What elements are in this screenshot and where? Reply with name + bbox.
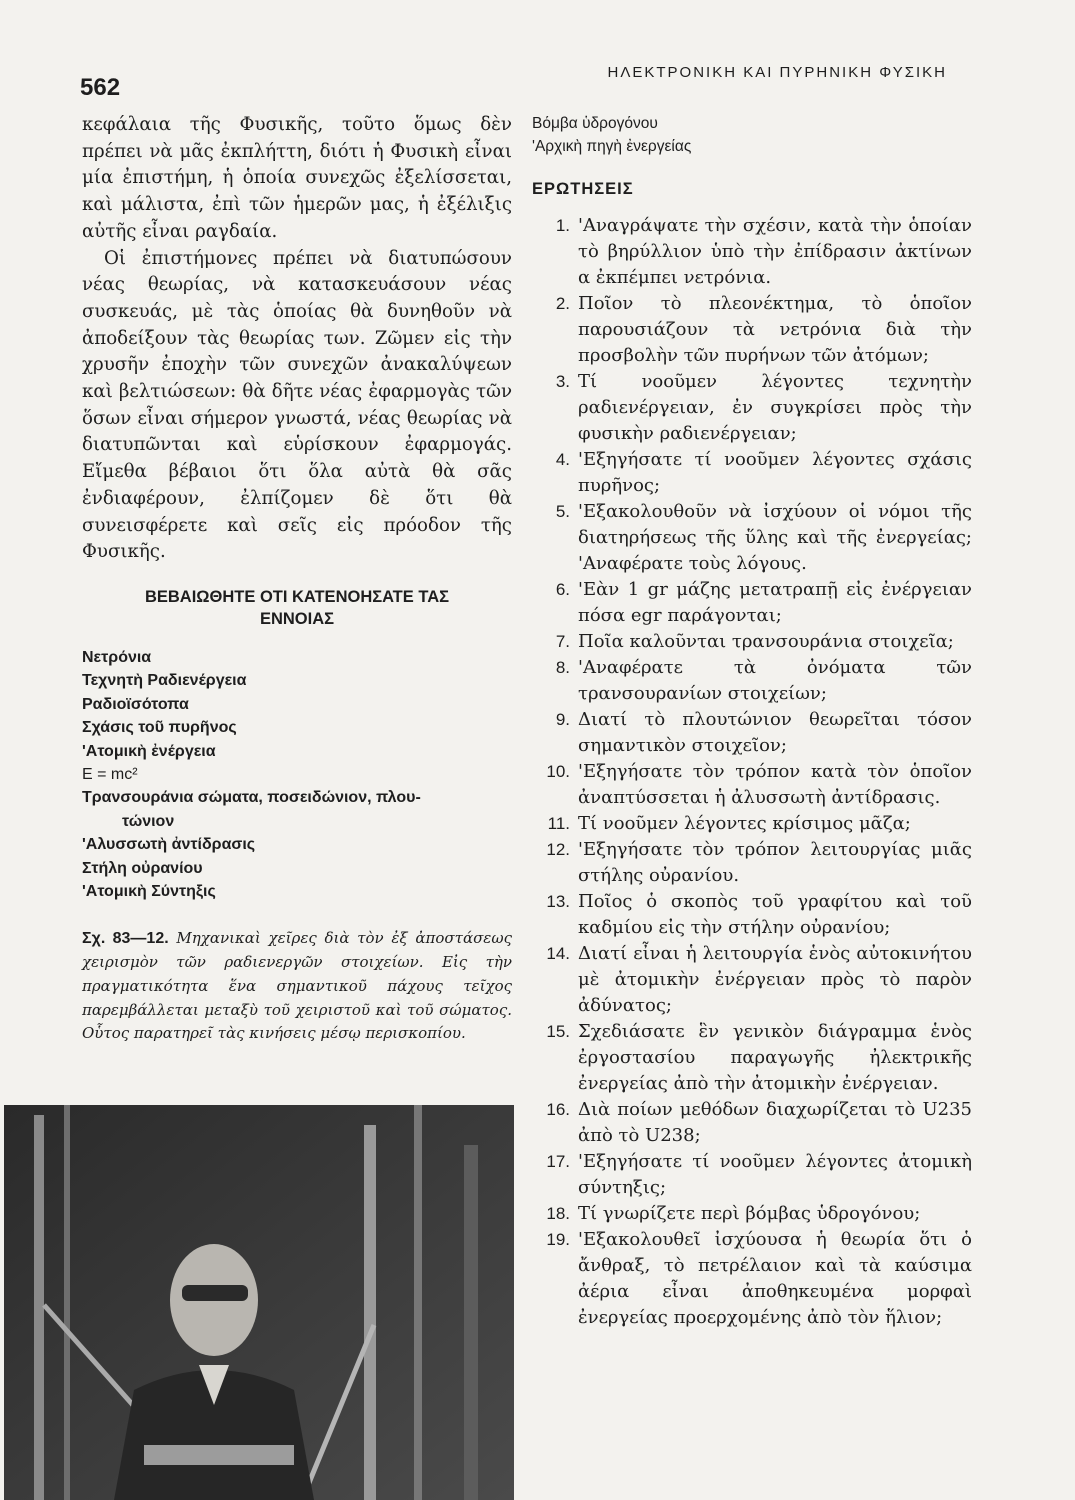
question-item xyxy=(532,889,972,941)
question-number: 15. xyxy=(546,1022,570,1041)
concept-item: 'Ατομικὴ Σύντηξις xyxy=(82,883,216,901)
paragraph-2: Οἱ ἐπιστήμονες πρέπει νὰ διατυπώσουν νέας θεωρίας, νὰ κατασκευάσουν νέας συσκευάς, μὲ τὰς ὁποίας θὰ δυνηθοῦν νὰ ἀποδείξουν τὰς θεωρίας των. Ζῶμεν εἰς τὴν χρυσῆν ἐποχὴν τῶν συνεχῶν ἀνακαλύψεων καὶ βελτιώσεων: θὰ δῆτε νέας ἐφαρμογὰς τῶν ὅσων εἶναι σήμερον γνωστά, νέας θεωρίας νὰ διατυπῶνται καὶ εὑρίσκουν ἐφαρμογάς. Εἴμεθα βέβαιοι ὅτι ὅλα αὐτὰ θὰ σᾶς ἐνδιαφέρουν, ἐλπίζομεν δὲ ὅτι θὰ συνεισφέρετε καὶ σεῖς εἰς πρόοδον τῆς Φυσικῆς. xyxy=(82,247,512,563)
paragraph-1: κεφάλαια τῆς Φυσικῆς, τοῦτο ὅμως δὲν πρέπει νὰ μᾶς ἐκπλήττη, διότι ἡ Φυσικὴ εἶναι μία ἐπιστήμη, ἡ ὁποία συνεχῶς ἐξελίσσεται, καὶ μάλιστα, ἐπὶ τῶν ἡμερῶν μας, ἡ ἐξέλιξις αὐτῆς εἶναι ραγδαία. xyxy=(82,114,512,242)
question-text: Διατί εἶναι ἡ λειτουργία ἑνὸς αὐτοκινήτου μὲ ἀτομικὴν ἐνέργειαν πρὸς τὸ παρὸν ἀδύνατος; xyxy=(578,943,972,1016)
question-text: Ποῖον τὸ πλεονέκτημα, τὸ ὁποῖον παρουσιάζουν τὰ νετρόνια διὰ τὴν προσβολὴν τῶν πυρήνων τῶν ἀτόμων; xyxy=(578,293,972,366)
topic-hydrogen-bomb: Βόμβα ὑδρογόνου xyxy=(532,115,658,132)
question-number: 8. xyxy=(555,658,570,677)
question-text: Διατί τὸ πλουτώνιον θεωρεῖται τόσον σημαντικὸν στοιχεῖον; xyxy=(578,709,972,756)
question-text: 'Αναφέρατε τὰ ὀνόματα τῶν τρανσουρανίων στοιχείων; xyxy=(578,657,972,704)
question-number: 16. xyxy=(546,1100,570,1119)
question-item xyxy=(532,1149,972,1201)
question-text: Ποῖα καλοῦνται τρανσουράνια στοιχεῖα; xyxy=(578,631,954,652)
question-item xyxy=(532,759,972,811)
question-text: Σχεδιάσατε ἓν γενικὸν διάγραμμα ἑνὸς ἐργοστασίου παραγωγῆς ἠλεκτρικῆς ἐνεργείας ἀπὸ τὴν ἀτομικὴν ἐνέργειαν. xyxy=(578,1021,972,1094)
question-number: 7. xyxy=(555,632,570,651)
question-number: 14. xyxy=(546,944,570,963)
question-text: Τί νοοῦμεν λέγοντες κρίσιμος μᾶζα; xyxy=(578,813,911,834)
question-text: 'Εὰν 1 gr μάζης μετατραπῇ εἰς ἐνέργειαν πόσα egr παράγονται; xyxy=(578,579,972,626)
concept-item: Νετρόνια xyxy=(82,648,152,666)
question-number: 10. xyxy=(546,762,570,781)
page-number: 562 xyxy=(80,74,121,101)
figure-label: Σχ. 83—12. xyxy=(82,930,169,948)
left-column xyxy=(82,112,512,1046)
concept-item: 'Ατομικὴ ἐνέργεια xyxy=(82,742,216,760)
concept-item: Σχάσις τοῦ πυρῆνος xyxy=(82,719,237,737)
question-number: 18. xyxy=(546,1204,570,1223)
question-item xyxy=(532,577,972,629)
question-item xyxy=(532,629,972,655)
question-number: 13. xyxy=(546,892,570,911)
question-text: 'Εξηγήσατε τί νοοῦμεν λέγοντες ἀτομικὴ σύντηξις; xyxy=(578,1151,972,1198)
question-number: 6. xyxy=(555,580,570,599)
question-item xyxy=(532,655,972,707)
concepts-heading-line-1: ΒΕΒΑΙΩΘΗΤΕ ΟΤΙ ΚΑΤΕΝΟΗΣΑΤΕ ΤΑΣ xyxy=(144,587,450,606)
question-item xyxy=(532,1201,972,1227)
question-item xyxy=(532,369,972,447)
question-text: 'Εξακολουθοῦν νὰ ἰσχύουν οἱ νόμοι τῆς διατηρήσεως τῆς ὕλης καὶ τῆς ἐνεργείας; 'Αναφέρατε τοὺς λόγους. xyxy=(578,501,972,574)
figure-photo xyxy=(4,1105,514,1500)
figure-caption-text: Μηχανικαὶ χεῖρες διὰ τὸν ἐξ ἀποστάσεως χειρισμὸν τῶν ραδιενεργῶν στοιχείων. Εἰς τὴν πραγματικότητα ἕνα σημαντικοῦ πάχους τεῖχος παρεμβάλλεται μεταξὺ τοῦ χειριστοῦ καὶ τοῦ σώματος. Οὗτος παρατηρεῖ τὰς κινήσεις μέσῳ περισκοπίου. xyxy=(82,929,512,1043)
question-text: Τί νοοῦμεν λέγοντες τεχνητὴν ραδιενέργειαν, ἐν συγκρίσει πρὸς τὴν φυσικὴν ραδιενέργειαν; xyxy=(578,371,972,444)
concept-item: Τεχνητὴ Ραδιενέργεια xyxy=(82,672,247,690)
question-item xyxy=(532,1097,972,1149)
question-item xyxy=(532,837,972,889)
question-number: 5. xyxy=(555,502,570,521)
question-number: 2. xyxy=(555,294,570,313)
questions-heading: ΕΡΩΤΗΣΕΙΣ xyxy=(532,180,634,198)
question-number: 11. xyxy=(547,814,570,833)
figure-caption xyxy=(82,927,512,1046)
question-text: 'Αναγράψατε τὴν σχέσιν, κατὰ τὴν ὁποίαν τὸ βηρύλλιον ὑπὸ τὴν ἐπίδρασιν ἀκτίνων α ἐκπέμπει νετρόνια. xyxy=(578,215,972,288)
concept-item: Στήλη οὐρανίου xyxy=(82,859,203,877)
concept-item: E = mc² xyxy=(82,765,138,783)
question-item xyxy=(532,941,972,1019)
question-item xyxy=(532,447,972,499)
question-item xyxy=(532,1019,972,1097)
question-text: 'Εξηγήσατε τὸν τρόπον λειτουργίας μιᾶς στήλης οὐρανίου. xyxy=(578,839,972,886)
concept-item: 'Αλυσσωτὴ ἀντίδρασις xyxy=(82,836,256,854)
question-text: Τί γνωρίζετε περὶ βόμβας ὑδρογόνου; xyxy=(578,1203,921,1224)
concept-item: Ραδιοϊσότοπα xyxy=(82,695,189,713)
question-number: 9. xyxy=(555,710,570,729)
concept-item: τώνιον xyxy=(122,812,175,830)
concepts-list xyxy=(82,646,512,903)
concepts-heading xyxy=(82,586,512,630)
question-item xyxy=(532,707,972,759)
question-text: 'Εξηγήσατε τὸν τρόπον κατὰ τὸν ὁποῖον ἀναπτύσσεται ἡ ἀλυσσωτὴ ἀντίδρασις. xyxy=(578,761,972,808)
question-text: Ποῖος ὁ σκοπὸς τοῦ γραφίτου καὶ τοῦ καδμίου εἰς τὴν στήλην οὐρανίου; xyxy=(578,891,972,938)
question-item xyxy=(532,291,972,369)
question-item xyxy=(532,1227,972,1331)
question-text: 'Εξηγήσατε τί νοοῦμεν λέγοντες σχάσις πυρῆνος; xyxy=(578,449,972,496)
photo-illustration xyxy=(4,1105,514,1500)
question-number: 1. xyxy=(555,216,570,235)
question-number: 12. xyxy=(546,840,570,859)
question-number: 4. xyxy=(555,450,570,469)
concepts-heading-line-2: ΕΝΝΟΙΑΣ xyxy=(259,609,335,628)
topic-energy-source: 'Αρχικὴ πηγὴ ἐνεργείας xyxy=(532,138,692,155)
questions-list xyxy=(532,213,972,1331)
right-column xyxy=(532,112,972,1331)
question-number: 19. xyxy=(546,1230,570,1249)
running-head: ΗΛΕΚΤΡΟΝΙΚΗ ΚΑΙ ΠΥΡΗΝΙΚΗ ΦΥΣΙΚΗ xyxy=(607,64,947,81)
question-item xyxy=(532,213,972,291)
question-item xyxy=(532,811,972,837)
intro-text xyxy=(82,112,512,566)
question-number: 3. xyxy=(555,372,570,391)
question-item xyxy=(532,499,972,577)
question-number: 17. xyxy=(546,1152,570,1171)
concept-item: Τρανσουράνια σώματα, ποσειδώνιον, πλου- xyxy=(82,789,421,807)
question-text: Διὰ ποίων μεθόδων διαχωρίζεται τὸ U235 ἀπὸ τὸ U238; xyxy=(578,1099,972,1146)
question-text: 'Εξακολουθεῖ ἰσχύουσα ἡ θεωρία ὅτι ὁ ἄνθραξ, τὸ πετρέλαιον καὶ τὰ καύσιμα ἀέρια εἶναι ἀποθηκευμένα μορφαὶ ἐνεργείας προερχομένης ἀπὸ τὸν ἥλιον; xyxy=(578,1229,972,1328)
